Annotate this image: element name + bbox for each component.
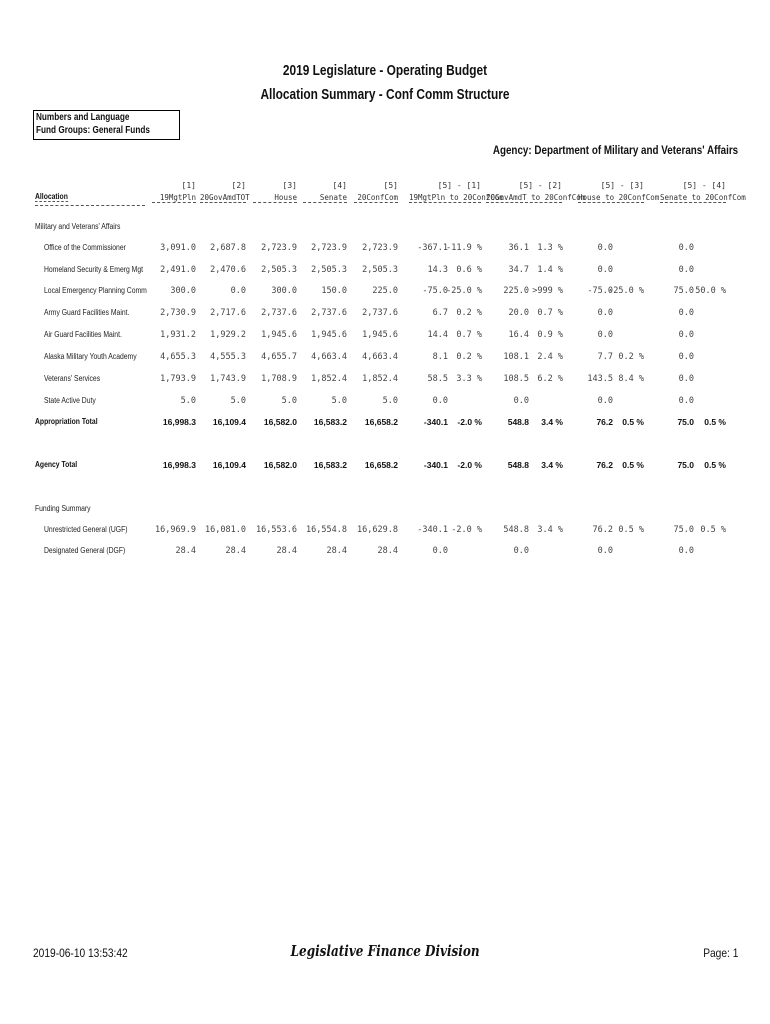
appropriation-total-diff-1: -340.1 bbox=[423, 417, 448, 427]
funding-row-1-diff-4: 3.4 % bbox=[537, 525, 563, 535]
row-1-value-1: 3,091.0 bbox=[160, 243, 196, 253]
agency-total-value-2: 16,109.4 bbox=[212, 460, 246, 470]
row-4-diff-3: 20.0 bbox=[508, 308, 529, 318]
row-7-diff-1: 58.5 bbox=[427, 374, 448, 384]
agency-total-diff-1: -340.1 bbox=[423, 460, 448, 470]
funding-row-1-value-2: 16,081.0 bbox=[205, 525, 246, 535]
row-6-diff-7: 0.0 bbox=[678, 352, 694, 362]
row-4-value-4: 2,737.6 bbox=[311, 308, 347, 318]
row-2-value-2: 2,470.6 bbox=[210, 265, 246, 275]
agency-total-value-1: 16,998.3 bbox=[162, 460, 196, 470]
agency-total-diff-7: 75.0 bbox=[677, 460, 694, 470]
row-8-diff-3: 0.0 bbox=[513, 396, 529, 406]
row-2-diff-1: 14.3 bbox=[427, 265, 448, 275]
row-7-value-2: 1,743.9 bbox=[210, 374, 246, 384]
column-number-3: [3] bbox=[282, 181, 297, 190]
row-5-diff-3: 16.4 bbox=[508, 330, 529, 340]
row-7-label: Veterans' Services bbox=[44, 374, 101, 383]
row-5-diff-4: 0.9 % bbox=[537, 330, 563, 340]
appropriation-total-diff-5: 76.2 bbox=[596, 417, 613, 427]
row-3-value-2: 0.0 bbox=[230, 286, 246, 296]
row-2-diff-7: 0.0 bbox=[678, 265, 694, 275]
row-3-label: Local Emergency Planning Comm bbox=[44, 286, 147, 295]
funding-row-1-value-1: 16,969.9 bbox=[155, 525, 196, 535]
report-subtitle: Allocation Summary - Conf Comm Structure bbox=[260, 87, 510, 103]
appropriation-total-value-3: 16,582.0 bbox=[263, 417, 297, 427]
funding-row-2-diff-1: 0.0 bbox=[432, 546, 448, 556]
row-5-value-5: 1,945.6 bbox=[362, 330, 398, 340]
row-5-label: Air Guard Facilities Maint. bbox=[44, 330, 122, 339]
row-8-label: State Active Duty bbox=[44, 396, 96, 405]
row-1-label: Office of the Commissioner bbox=[44, 243, 126, 252]
row-8-diff-1: 0.0 bbox=[432, 396, 448, 406]
row-3-value-1: 300.0 bbox=[170, 286, 196, 296]
funding-row-1-diff-6: 0.5 % bbox=[618, 525, 644, 535]
filter-fund-groups: Fund Groups: General Funds bbox=[36, 125, 150, 136]
funding-row-1-diff-5: 76.2 bbox=[592, 525, 613, 535]
appropriation-total-diff-7: 75.0 bbox=[677, 417, 694, 427]
section-funding-summary: Funding Summary bbox=[35, 504, 91, 513]
row-2-value-5: 2,505.3 bbox=[362, 265, 398, 275]
row-3-value-5: 225.0 bbox=[372, 286, 398, 296]
column-name-5: 20ConfCom bbox=[354, 193, 398, 203]
row-7-diff-3: 108.5 bbox=[503, 374, 529, 384]
appropriation-total-value-5: 16,658.2 bbox=[364, 417, 398, 427]
appropriation-total-value-1: 16,998.3 bbox=[162, 417, 196, 427]
row-6-value-3: 4,655.7 bbox=[261, 352, 297, 362]
appropriation-total-diff-2: -2.0 % bbox=[457, 417, 482, 427]
column-number-9: [5] - [4] bbox=[682, 181, 726, 190]
row-7-value-5: 1,852.4 bbox=[362, 374, 398, 384]
funding-row-2-value-1: 28.4 bbox=[175, 546, 196, 556]
row-8-value-1: 5.0 bbox=[180, 396, 196, 406]
section-military-veterans: Military and Veterans' Affairs bbox=[35, 222, 121, 231]
allocation-header: Allocation bbox=[35, 192, 68, 201]
funding-row-1-value-4: 16,554.8 bbox=[306, 525, 347, 535]
agency-name: Agency: Department of Military and Veterans' Affairs bbox=[492, 143, 738, 157]
appropriation-total-label: Appropriation Total bbox=[35, 417, 98, 426]
column-name-1: 19MgtPln bbox=[152, 193, 196, 203]
agency-total-value-5: 16,658.2 bbox=[364, 460, 398, 470]
appropriation-total-diff-3: 548.8 bbox=[507, 417, 529, 427]
row-6-value-5: 4,663.4 bbox=[362, 352, 398, 362]
column-name-2: 20GovAmdTOT bbox=[200, 193, 250, 202]
row-3-diff-3: 225.0 bbox=[503, 286, 529, 296]
row-1-value-4: 2,723.9 bbox=[311, 243, 347, 253]
report-title: 2019 Legislature - Operating Budget bbox=[282, 63, 488, 79]
footer-page-number: Page: 1 bbox=[702, 946, 738, 960]
row-4-diff-4: 0.7 % bbox=[537, 308, 563, 318]
row-4-diff-2: 0.2 % bbox=[456, 308, 482, 318]
funding-row-2-diff-5: 0.0 bbox=[597, 546, 613, 556]
appropriation-total-diff-6: 0.5 % bbox=[622, 417, 644, 427]
row-2-value-1: 2,491.0 bbox=[160, 265, 196, 275]
funding-row-2-label: Designated General (DGF) bbox=[44, 546, 126, 555]
row-7-diff-6: 8.4 % bbox=[618, 374, 644, 384]
column-number-6: [5] - [1] bbox=[437, 181, 481, 190]
funding-row-2-value-2: 28.4 bbox=[225, 546, 246, 556]
appropriation-total-value-4: 16,583.2 bbox=[313, 417, 347, 427]
row-2-diff-4: 1.4 % bbox=[537, 265, 563, 275]
row-8-value-2: 5.0 bbox=[230, 396, 246, 406]
row-5-value-4: 1,945.6 bbox=[311, 330, 347, 340]
row-2-label: Homeland Security & Emerg Mgt bbox=[44, 265, 144, 274]
row-1-diff-4: 1.3 % bbox=[537, 243, 563, 253]
row-6-diff-5: 7.7 bbox=[597, 352, 613, 362]
funding-row-2-value-5: 28.4 bbox=[377, 546, 398, 556]
row-7-value-3: 1,708.9 bbox=[261, 374, 297, 384]
row-4-label: Army Guard Facilities Maint. bbox=[44, 308, 130, 317]
agency-total-diff-2: -2.0 % bbox=[457, 460, 482, 470]
column-number-7: [5] - [2] bbox=[518, 181, 562, 190]
row-1-value-2: 2,687.8 bbox=[210, 243, 246, 253]
column-number-5: [5] bbox=[383, 181, 398, 190]
row-2-diff-3: 34.7 bbox=[508, 265, 529, 275]
row-5-value-2: 1,929.2 bbox=[210, 330, 246, 340]
row-8-value-3: 5.0 bbox=[281, 396, 297, 406]
row-2-value-4: 2,505.3 bbox=[311, 265, 347, 275]
funding-row-1-diff-8: 0.5 % bbox=[700, 525, 726, 535]
column-name-8: House to 20ConfCom bbox=[578, 193, 660, 202]
column-name-6: 19MgtPln to 20ConfCom bbox=[409, 193, 504, 202]
row-7-diff-5: 143.5 bbox=[587, 374, 613, 384]
row-6-label: Alaska Military Youth Academy bbox=[44, 352, 137, 361]
row-2-diff-5: 0.0 bbox=[597, 265, 613, 275]
row-1-diff-5: 0.0 bbox=[597, 243, 613, 253]
funding-row-1-diff-2: -2.0 % bbox=[451, 525, 482, 535]
row-3-diff-2: -25.0 % bbox=[446, 286, 482, 296]
funding-row-1-diff-7: 75.0 bbox=[673, 525, 694, 535]
row-5-value-3: 1,945.6 bbox=[261, 330, 297, 340]
agency-total-diff-3: 548.8 bbox=[507, 460, 529, 470]
funding-row-2-value-3: 28.4 bbox=[276, 546, 297, 556]
funding-row-2-diff-3: 0.0 bbox=[513, 546, 529, 556]
appropriation-total-value-2: 16,109.4 bbox=[212, 417, 246, 427]
allocation-header-rule bbox=[35, 205, 145, 206]
row-6-diff-2: 0.2 % bbox=[456, 352, 482, 362]
row-6-diff-1: 8.1 bbox=[432, 352, 448, 362]
row-2-diff-2: 0.6 % bbox=[456, 265, 482, 275]
row-5-diff-1: 14.4 bbox=[427, 330, 448, 340]
agency-total-value-4: 16,583.2 bbox=[313, 460, 347, 470]
row-3-value-4: 150.0 bbox=[321, 286, 347, 296]
row-1-diff-3: 36.1 bbox=[508, 243, 529, 253]
appropriation-total-diff-8: 0.5 % bbox=[704, 417, 726, 427]
row-1-diff-7: 0.0 bbox=[678, 243, 694, 253]
row-8-diff-7: 0.0 bbox=[678, 396, 694, 406]
row-6-diff-6: 0.2 % bbox=[618, 352, 644, 362]
row-3-diff-7: 75.0 bbox=[673, 286, 694, 296]
agency-total-diff-8: 0.5 % bbox=[704, 460, 726, 470]
row-2-value-3: 2,505.3 bbox=[261, 265, 297, 275]
row-3-diff-1: -75.0 bbox=[422, 286, 448, 296]
row-7-diff-7: 0.0 bbox=[678, 374, 694, 384]
column-name-9: Senate to 20ConfCom bbox=[660, 193, 746, 202]
row-5-value-1: 1,931.2 bbox=[160, 330, 196, 340]
row-3-diff-5: -75.0 bbox=[587, 286, 613, 296]
row-1-value-5: 2,723.9 bbox=[362, 243, 398, 253]
agency-total-diff-5: 76.2 bbox=[596, 460, 613, 470]
filter-numbers-language: Numbers and Language bbox=[36, 112, 130, 123]
row-5-diff-7: 0.0 bbox=[678, 330, 694, 340]
row-7-diff-2: 3.3 % bbox=[456, 374, 482, 384]
column-name-3: House bbox=[253, 193, 297, 203]
row-6-value-2: 4,555.3 bbox=[210, 352, 246, 362]
agency-total-value-3: 16,582.0 bbox=[263, 460, 297, 470]
row-1-diff-1: -367.1 bbox=[417, 243, 448, 253]
agency-total-diff-4: 3.4 % bbox=[541, 460, 563, 470]
row-3-value-3: 300.0 bbox=[271, 286, 297, 296]
row-6-diff-4: 2.4 % bbox=[537, 352, 563, 362]
row-5-diff-2: 0.7 % bbox=[456, 330, 482, 340]
agency-total-diff-6: 0.5 % bbox=[622, 460, 644, 470]
row-8-value-5: 5.0 bbox=[382, 396, 398, 406]
row-4-value-2: 2,717.6 bbox=[210, 308, 246, 318]
funding-row-1-label: Unrestricted General (UGF) bbox=[44, 525, 128, 534]
footer-timestamp: 2019-06-10 13:53:42 bbox=[33, 946, 128, 960]
agency-total-label: Agency Total bbox=[35, 460, 78, 469]
funding-row-1-diff-3: 548.8 bbox=[503, 525, 529, 535]
column-number-8: [5] - [3] bbox=[600, 181, 644, 190]
row-3-diff-4: >999 % bbox=[532, 286, 563, 296]
row-7-diff-4: 6.2 % bbox=[537, 374, 563, 384]
row-1-value-3: 2,723.9 bbox=[261, 243, 297, 253]
column-number-1: [1] bbox=[181, 181, 196, 190]
row-1-diff-2: -11.9 % bbox=[446, 243, 482, 253]
column-name-4: Senate bbox=[303, 193, 347, 203]
footer-division: Legislative Finance Division bbox=[290, 942, 480, 960]
row-4-value-1: 2,730.9 bbox=[160, 308, 196, 318]
row-4-diff-1: 6.7 bbox=[432, 308, 448, 318]
funding-row-2-diff-7: 0.0 bbox=[678, 546, 694, 556]
row-6-value-1: 4,655.3 bbox=[160, 352, 196, 362]
column-number-2: [2] bbox=[231, 181, 246, 190]
funding-row-2-value-4: 28.4 bbox=[326, 546, 347, 556]
filter-box bbox=[33, 110, 180, 140]
row-8-value-4: 5.0 bbox=[331, 396, 347, 406]
funding-row-1-diff-1: -340.1 bbox=[417, 525, 448, 535]
row-4-value-5: 2,737.6 bbox=[362, 308, 398, 318]
column-number-4: [4] bbox=[332, 181, 347, 190]
row-7-value-4: 1,852.4 bbox=[311, 374, 347, 384]
row-4-diff-5: 0.0 bbox=[597, 308, 613, 318]
row-3-diff-6: -25.0 % bbox=[608, 286, 644, 296]
row-4-value-3: 2,737.6 bbox=[261, 308, 297, 318]
funding-row-1-value-5: 16,629.8 bbox=[357, 525, 398, 535]
row-6-value-4: 4,663.4 bbox=[311, 352, 347, 362]
row-8-diff-5: 0.0 bbox=[597, 396, 613, 406]
row-4-diff-7: 0.0 bbox=[678, 308, 694, 318]
column-name-7: 20GovAmdT to 20ConfCom bbox=[486, 193, 586, 202]
appropriation-total-diff-4: 3.4 % bbox=[541, 417, 563, 427]
row-6-diff-3: 108.1 bbox=[503, 352, 529, 362]
funding-row-1-value-3: 16,553.6 bbox=[256, 525, 297, 535]
row-3-diff-8: 50.0 % bbox=[695, 286, 726, 296]
row-7-value-1: 1,793.9 bbox=[160, 374, 196, 384]
row-5-diff-5: 0.0 bbox=[597, 330, 613, 340]
